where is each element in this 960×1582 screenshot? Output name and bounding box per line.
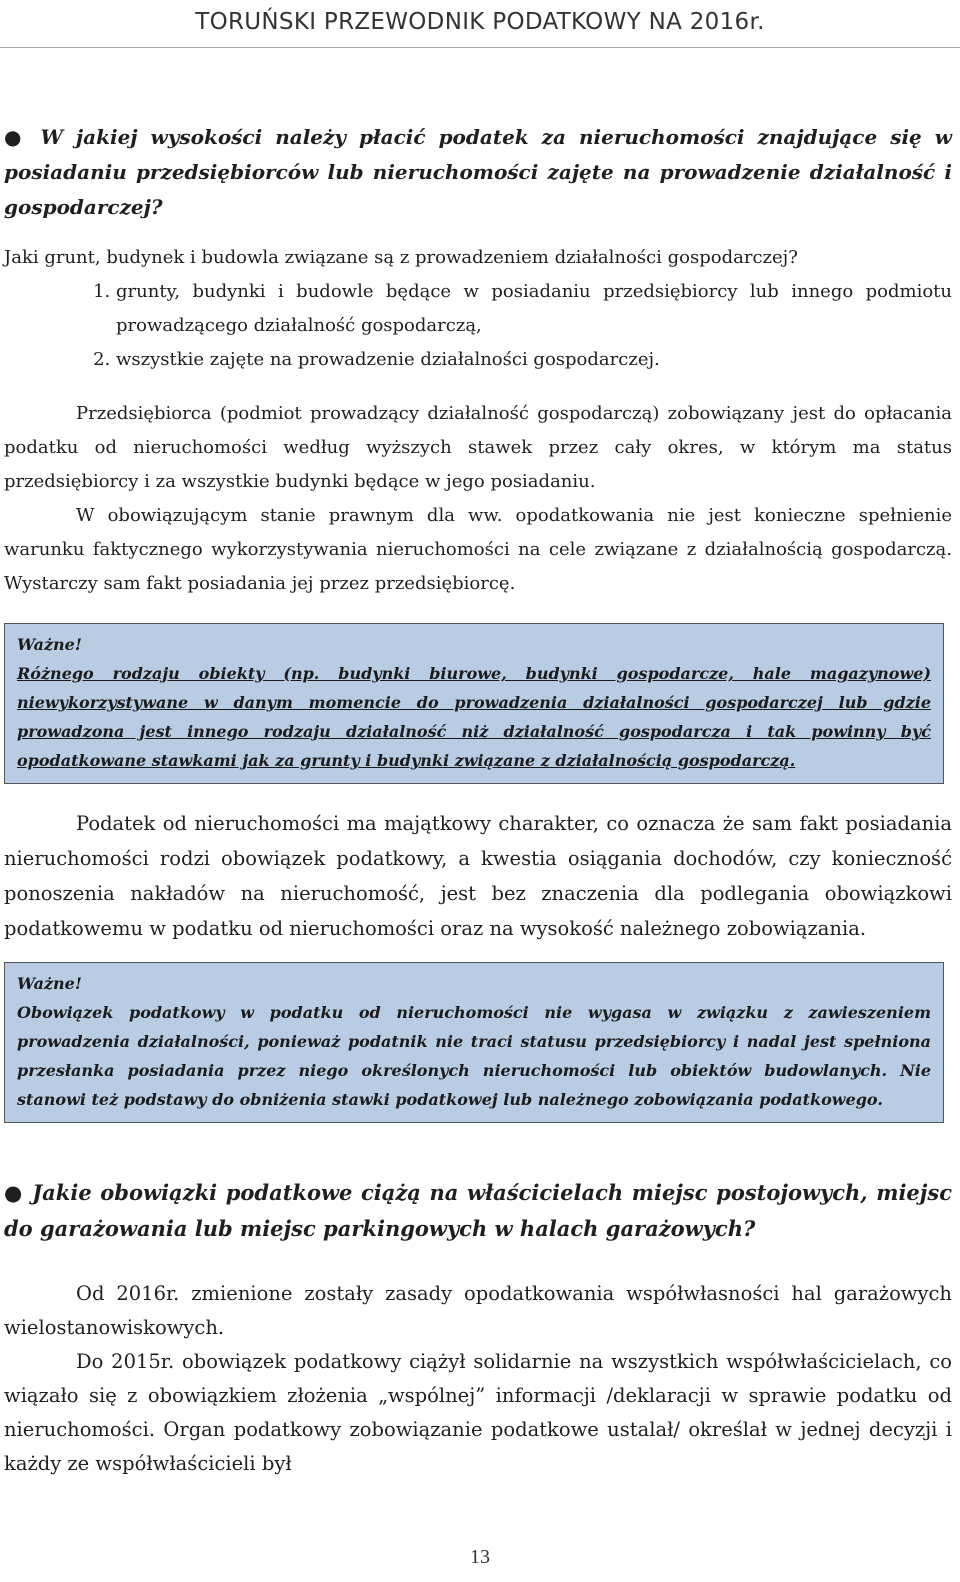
body-paragraph: Od 2016r. zmienione zostały zasady opodatkowania współwłasności hal garażowych wielostanowiskowych. [4, 1282, 952, 1339]
note-text: Różnego rodzaju obiekty (np. budynki biurowe, budynki gospodarcze, hale magazynowe) niewykorzystywane w danym momencie do prowadzenia działalności gospodarczej lub gdzie prowadzona jest innego rodzaju działalność niż działalność gospodarcza i tak powinny być opodatkowane stawkami jak za grunty i budynki związane z działalnością gospodarczą. [17, 664, 931, 770]
question-heading-1: ● W jakiej wysokości należy płacić podatek za nieruchomości znajdujące się w posiadaniu przedsiębiorców lub nieruchomości zajęte na prowadzenie działalność i gospodarczej? [4, 125, 952, 219]
important-note-box [4, 623, 944, 784]
note-text: Obowiązek podatkowy w podatku od nieruchomości nie wygasa w związku z zawieszeniem prowadzenia działalności, ponieważ podatnik nie traci statusu przedsiębiorcy i nadal jest spełniona przesłanka posiadania przez niego określonych nieruchomości lub obiektów budowlanych. Nie stanowi też podstawy do obniżenia stawki podatkowej lub należnego zobowiązania podatkowego. [17, 1003, 931, 1109]
body-paragraph: Do 2015r. obowiązek podatkowy ciążył solidarnie na wszystkich współwłaścicielach, co wiązało się z obowiązkiem złożenia „wspólnej” informacji /deklaracji w sprawie podatku od nieruchomości. Organ podatkowy zobowiązanie podatkowe ustalał/ określał w jednej decyzji i każdy ze współwłaścicieli był [4, 1350, 952, 1475]
header-rule [0, 47, 960, 48]
body-paragraph: Podatek od nieruchomości ma majątkowy charakter, co oznacza że sam fakt posiadania nieruchomości rodzi obowiązek podatkowy, a kwestia osiągania dochodów, czy konieczność ponoszenia nakładów na nieruchomość, jest bez znaczenia dla podlegania obowiązkowi podatkowemu w podatku od nieruchomości oraz na wysokość należnego zobowiązania. [4, 812, 952, 940]
list-item: 1. grunty, budynki i budowle będące w posiadaniu przedsiębiorcy lub innego podmiotu prowadzącego działalność gospodarczą, [116, 275, 952, 343]
body-paragraph: Przedsiębiorca (podmiot prowadzący działalność gospodarczą) zobowiązany jest do opłacania podatku od nieruchomości według wyższych stawek przez cały okres, w którym ma status przedsiębiorcy i za wszystkie budynki będące w jego posiadaniu. [4, 403, 952, 492]
important-note-box [4, 962, 944, 1123]
header-title: TORUŃSKI PRZEWODNIK PODATKOWY NA 2016r. [195, 9, 765, 35]
body-paragraph: W obowiązującym stanie prawnym dla ww. opodatkowania nie jest konieczne spełnienie warunku faktycznego wykorzystywania nieruchomości na cele związane z działalnością gospodarczą. Wystarczy sam fakt posiadania jej przez przedsiębiorcę. [4, 505, 952, 594]
criteria-list [0, 275, 952, 377]
page-number: 13 [470, 1546, 490, 1568]
question-heading-2: ● Jakie obowiązki podatkowe ciążą na właścicielach miejsc postojowych, miejsc do garażowania lub miejsc parkingowych w halach garażowych? [4, 1180, 952, 1241]
note-label: Ważne! [17, 635, 82, 654]
page-content [0, 120, 952, 1481]
note-label: Ważne! [17, 974, 82, 993]
intro-paragraph: Jaki grunt, budynek i budowla związane są z prowadzeniem działalności gospodarczej? [4, 247, 798, 268]
list-item: 2. wszystkie zajęte na prowadzenie działalności gospodarczej. [116, 343, 952, 377]
page-header [0, 0, 960, 46]
